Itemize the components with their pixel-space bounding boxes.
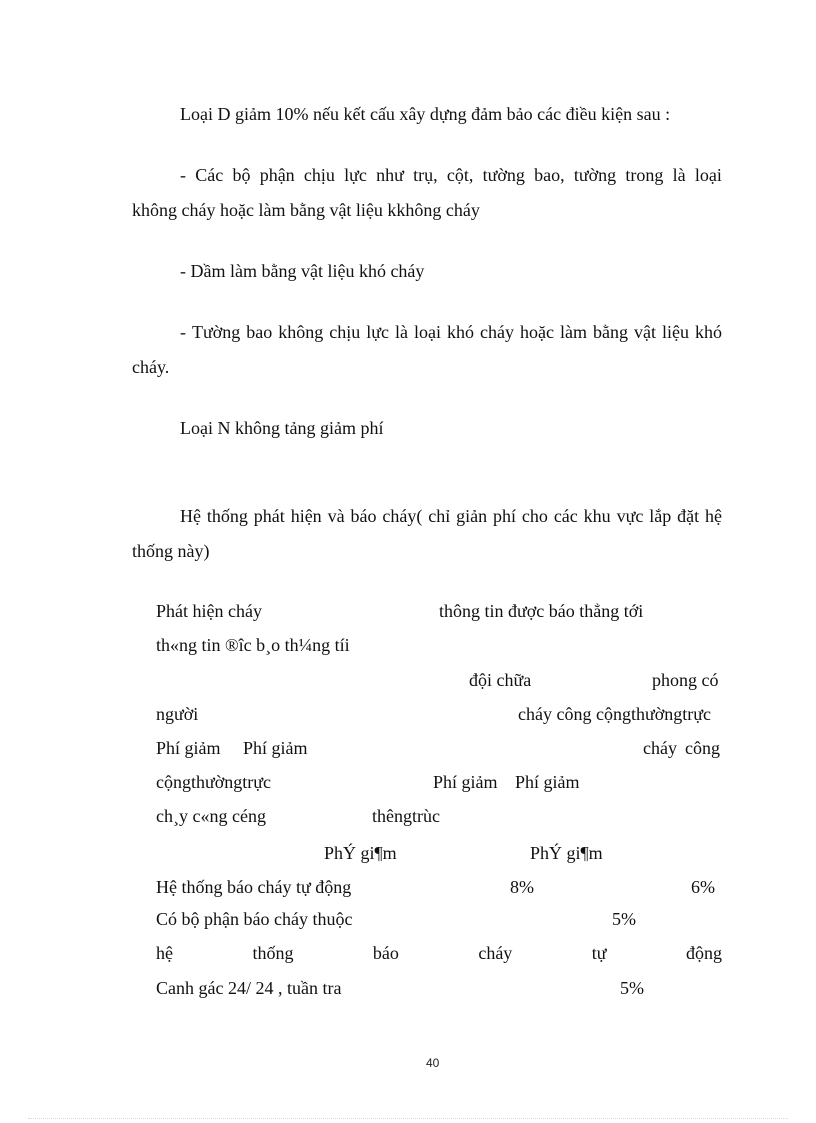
table-header-chay-cong-cong: cháy công cộngthườngtrực	[518, 704, 711, 724]
word: bộ	[232, 165, 251, 185]
word: phát	[253, 506, 285, 526]
paragraph-loai-n: Loại N không tảng giảm phí	[180, 418, 384, 438]
table-header-phi-giam-legacy-1: PhÝ gi¶m	[324, 843, 397, 863]
word: giản	[456, 506, 488, 526]
table-header-phi-giam-legacy-2: PhÝ gi¶m	[530, 843, 603, 863]
word: cháy(	[382, 506, 423, 526]
word: -	[180, 165, 186, 185]
table-row-label-he-thong-bao-chay	[156, 942, 722, 964]
word: lực	[366, 322, 390, 342]
word: trong	[625, 165, 664, 185]
word: thống	[252, 943, 294, 963]
table-header-doi-chua: đội chữa	[469, 670, 532, 690]
table-row-label-bo-phan: Có bộ phận báo cháy thuộc	[156, 909, 353, 929]
table-header-chay-cong-cong-legacy: ch¸y c«ng céng	[156, 806, 266, 826]
paragraph-he-thong-line2: thống này)	[132, 541, 210, 561]
table-header-thong-tin: thông tin được báo thẳng tới	[439, 601, 644, 621]
word: hệ	[156, 943, 173, 963]
page-number: 40	[426, 1056, 440, 1070]
paragraph-loai-d: Loại D giảm 10% nếu kết cấu xây dựng đảm bảo các điều kiện sau :	[180, 104, 671, 124]
word: các	[553, 506, 578, 526]
word: là	[395, 322, 409, 342]
word: Tường	[192, 322, 241, 342]
word: đặt	[677, 506, 700, 526]
table-header-cong-thuong-truc: cộngthườngtrực	[156, 772, 272, 792]
table-header-phat-hien: Phát hiện cháy	[156, 601, 262, 621]
word: tường	[482, 165, 525, 185]
table-cell-5-percent-a: 5%	[612, 909, 636, 929]
paragraph-conditions-line2: không cháy hoặc làm bằng vật liệu kkhông cháy	[132, 200, 480, 220]
word: -	[180, 322, 186, 342]
word: khó	[695, 322, 722, 342]
word: hoặc	[520, 322, 554, 342]
word: chịu	[329, 322, 361, 342]
table-row-label-bao-chay-tu-dong: Hệ thống báo cháy tự động	[156, 877, 352, 897]
word: báo	[350, 506, 377, 526]
word: tự	[591, 943, 607, 963]
table-row-label-canh-gac: Canh gác 24/ 24 , tuần tra	[156, 978, 342, 998]
word: bằng	[593, 322, 628, 342]
table-cell-5-percent-b: 5%	[620, 978, 644, 998]
word: vực	[616, 506, 644, 526]
page-bottom-divider	[28, 1118, 788, 1119]
paragraph-tuong-bao-line1	[180, 321, 722, 343]
word: động	[685, 943, 722, 963]
word: không	[278, 322, 324, 342]
table-header-thuong-truc-legacy: thêngtrùc	[372, 806, 440, 826]
word: thống	[206, 506, 248, 526]
word: bao,	[534, 165, 565, 185]
paragraph-dam: - Dầm làm bằng vật liệu khó cháy	[180, 261, 425, 281]
word: khó	[447, 322, 475, 342]
table-header-phi-giam-4: Phí giảm	[515, 772, 580, 792]
word: báo	[372, 943, 399, 963]
table-header-phong-co: phong có	[652, 670, 719, 690]
word: liệu	[662, 322, 689, 342]
paragraph-tuong-bao-line2: cháy.	[132, 357, 170, 377]
word: cột,	[446, 165, 474, 185]
word: khu	[583, 506, 611, 526]
word: hiện	[290, 506, 322, 526]
word: cho	[521, 506, 548, 526]
word: Hệ	[180, 506, 201, 526]
table-header-cong: công	[685, 738, 720, 758]
word: phận	[259, 165, 295, 185]
table-header-thong-tin-legacy: th«ng tin ®îc b¸o th¼ng tíi	[156, 635, 350, 655]
word: loại	[694, 165, 722, 185]
word: lực	[344, 165, 367, 185]
word: như	[376, 165, 404, 185]
word: hệ	[704, 506, 722, 526]
table-header-chay: cháy	[643, 738, 677, 758]
word: cháy	[480, 322, 515, 342]
word: loại	[414, 322, 442, 342]
word: lắp	[649, 506, 672, 526]
word: chịu	[303, 165, 335, 185]
table-header-phi-giam-2: Phí giảm	[243, 738, 308, 758]
table-header-phi-giam-1: Phí giảm	[156, 738, 221, 758]
word: tường	[573, 165, 617, 185]
table-cell-6-percent: 6%	[691, 877, 715, 897]
table-header-phi-giam-3: Phí giảm	[433, 772, 498, 792]
word: là	[672, 165, 686, 185]
word: cháy	[478, 943, 513, 963]
paragraph-he-thong-line1	[180, 505, 722, 527]
word: trụ,	[413, 165, 438, 185]
word: phí	[493, 506, 517, 526]
word: vật	[634, 322, 656, 342]
table-header-nguoi: người	[156, 704, 199, 724]
word: bao	[246, 322, 273, 342]
word: làm	[560, 322, 587, 342]
paragraph-conditions-line1	[180, 164, 722, 186]
word: Các	[195, 165, 224, 185]
word: và	[327, 506, 345, 526]
word: chỉ	[428, 506, 451, 526]
table-cell-8-percent: 8%	[510, 877, 534, 897]
